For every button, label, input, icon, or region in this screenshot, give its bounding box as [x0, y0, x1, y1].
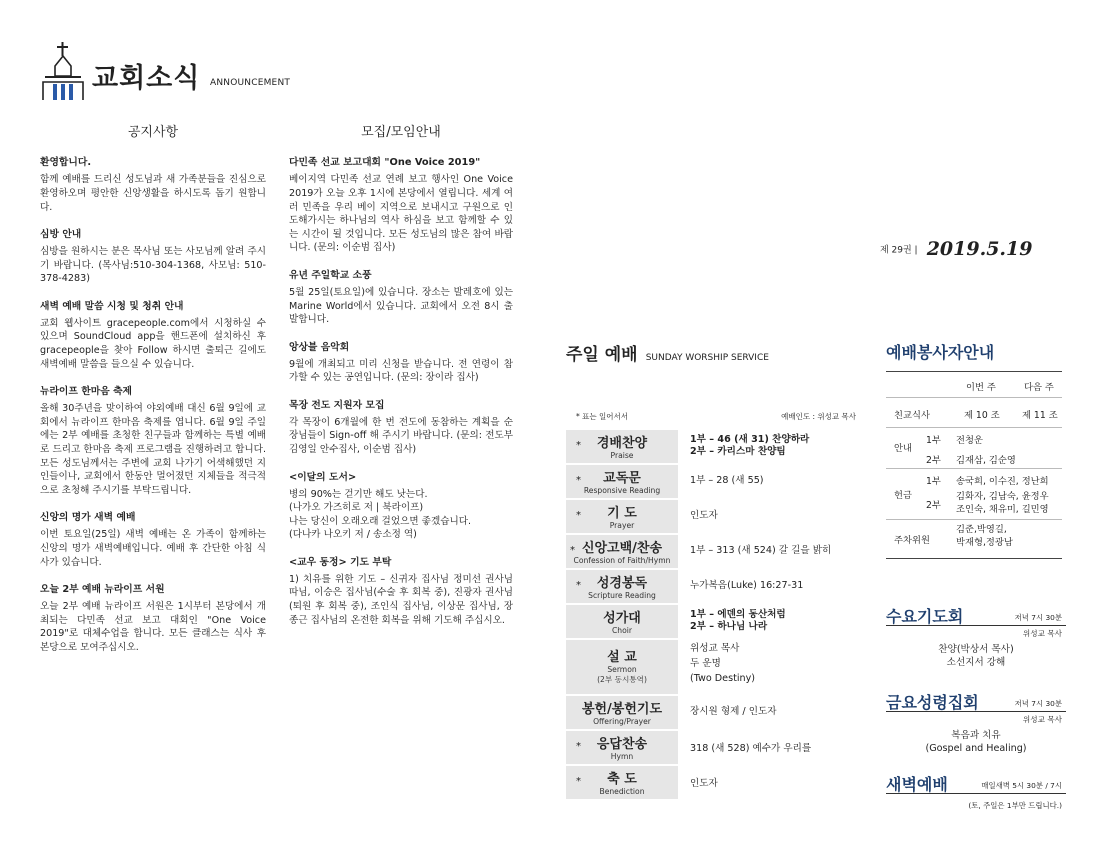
meeting-title: 금요성령집회 [886, 693, 979, 712]
notice-body: 오늘 2부 예배 뉴라이프 서원은 1시부터 본당에서 개최되는 다민족 선교 보고 대회인 "One Voice 2019"로 대체수업을 합니다. 모든 클래스는 식사 후 본당으로 모여주십시오. [40, 601, 266, 653]
page-header [40, 42, 540, 102]
order-name-cell [566, 500, 678, 533]
order-name-cell [566, 640, 678, 694]
notice-title: 새벽 예배 말씀 시청 및 청취 안내 [40, 300, 184, 312]
notice-item [40, 300, 266, 371]
guide-part: 1부 [926, 435, 941, 446]
order-row [566, 695, 866, 730]
worship-leader: 예배인도 : 위성교 목사 [781, 412, 856, 421]
recruit-item [289, 399, 513, 457]
recruit-title: <이달의 도서> [289, 471, 357, 483]
page-title: 교회소식 [92, 63, 201, 94]
order-detail: 누가복음(Luke) 16:27-31 [690, 580, 804, 591]
notice-body: 이번 토요일(25일) 새벽 예배는 온 가족이 함께하는 신앙의 명가 새벽예배입니다. 예배 후 간단한 아침 식사가 있습니다. [40, 529, 266, 568]
meeting-time: 저녁 7시 30분 [1014, 613, 1062, 622]
issue-info [880, 238, 1050, 260]
order-eng: Confession of Faith/Hymn [573, 556, 671, 565]
offering-row [886, 469, 1062, 520]
friday-meeting [886, 690, 1066, 756]
wednesday-prayer [886, 604, 1066, 670]
order-name: 신앙고백/찬송 [581, 541, 663, 556]
order-name: 교독문 [603, 471, 641, 486]
recruit-body: 베이지역 다민족 선교 연례 보고 행사인 One Voice 2019가 오늘 오후 1시에 본당에서 열립니다. 세계 여러 민족을 우리 베이 지역으로 보내시고 구원으로 인도해가시는 하나님의 역사 하심을 보고 함께할 수 있는 시간이 될 것입니다. 모든 성도님의 많은 참여 바랍니다. (문의: 이순범 집사) [289, 174, 513, 254]
stand-marker: * [576, 475, 581, 486]
guide-names: 전청운 [956, 435, 983, 446]
order-name-cell [566, 430, 678, 463]
order-eng: Benediction [599, 787, 645, 796]
meeting-title: 수요기도회 [886, 607, 964, 626]
order-row [566, 429, 866, 464]
page-subtitle: ANNOUNCEMENT [210, 78, 291, 88]
recruit-item [289, 269, 513, 327]
worship-title [566, 340, 866, 365]
service-volunteers [886, 340, 1068, 559]
order-eng: Hymn [610, 752, 634, 761]
meeting-title: 새벽예배 [886, 775, 948, 794]
recruit-title: 앙상블 음악회 [289, 341, 350, 353]
guide-sub [886, 448, 1062, 468]
stand-marker: * [576, 580, 581, 591]
recruit-title: 다민족 선교 보고대회 "One Voice 2019" [289, 157, 481, 169]
fellowship-label: 친교식사 [894, 410, 930, 421]
meeting-head [886, 772, 1066, 794]
notice-title: 심방 안내 [40, 229, 82, 241]
notice-item [40, 583, 266, 654]
dawn-worship [886, 772, 1066, 811]
meeting-time: 매일새벽 5시 30분 / 7시 [981, 781, 1062, 790]
notice-title: 오늘 2부 예배 뉴라이프 서원 [40, 584, 165, 596]
recruit-item [289, 341, 513, 385]
notice-item [40, 156, 266, 214]
offering-part: 2부 [926, 500, 941, 511]
recruit-item [289, 556, 513, 627]
recruit-title: <교우 동정> 기도 부탁 [289, 556, 392, 568]
notice-body: 올해 30주년을 맞이하여 야외예배 대신 6월 9일에 교회에서 뉴라이프 한마음 축제를 엽니다. 6월 9일 주일에는 2부 예배를 초청한 친구들과 함께하는 특별 예배로 드리고 한마음 축제 프로그램을 진행하려고 합니다. 모든 성도님께서는 주변에 교회 나가기 어색해했던 지인들이나, 교회에서 한동안 멀어졌던 지체들을 적극적으로 초청해 주시기를 부탁드립니다. [40, 403, 266, 496]
fellowship-this: 제 10 조 [964, 410, 1000, 421]
order-row [566, 569, 866, 604]
meeting-desc: 찬양(박상서 목사) 소선지서 강해 [938, 644, 1014, 669]
interpretation-note: (2부 동시통역) [597, 675, 647, 684]
order-eng: Sermon [607, 665, 637, 674]
order-row [566, 464, 866, 499]
stand-marker: * [576, 440, 581, 451]
order-list [566, 429, 866, 800]
issue-date: 2019.5.19 [926, 238, 1033, 260]
parking-label: 주차위원 [894, 535, 930, 546]
order-eng: Scripture Reading [588, 591, 656, 600]
order-detail: 인도자 [690, 510, 718, 521]
order-detail: 1부 – 46 (새 31) 찬양하라 2부 – 카리스마 찬양팀 [690, 434, 810, 458]
meeting-leader: 위성교 목사 [1022, 629, 1062, 638]
notice-item [40, 511, 266, 569]
order-name: 기 도 [607, 506, 637, 521]
order-detail: 위성교 목사 두 운명 (Two Destiny) [690, 643, 755, 684]
order-name: 응답찬송 [596, 737, 648, 752]
order-name: 경배찬양 [596, 436, 648, 451]
recruit-item [289, 471, 513, 542]
meeting-note: (토, 주일은 1부만 드립니다.) [968, 801, 1062, 810]
order-eng: Offering/Prayer [593, 717, 651, 726]
order-detail: 1부 – 에덴의 동산처럼 2부 – 하나님 나라 [690, 609, 786, 633]
order-name-cell [566, 731, 678, 764]
order-name-cell [566, 696, 678, 729]
order-detail: 318 (새 528) 예수가 우리를 [690, 743, 812, 754]
service-title: 예배봉사자안내 [886, 343, 995, 362]
order-name: 설 교 [607, 650, 637, 665]
recruit-title: 목장 전도 지원자 모집 [289, 399, 385, 411]
this-week-header: 이번 주 [966, 382, 996, 393]
recruit-body: 각 목장이 6개월에 한 번 전도에 동참하는 계획을 순장님들이 Sign-off 해 주시기 바랍니다. (문의: 전도부 김영일 안수집사, 이순범 집사) [289, 416, 513, 455]
service-table [886, 371, 1062, 559]
notice-item [40, 385, 266, 497]
recruit-body: 병의 90%는 걷기만 해도 낫는다. (나가오 가즈히로 저 | 북라이프) 나는 당신이 오래오래 걸었으면 좋겠습니다. (다나카 나오키 저 / 송소정 역) [289, 488, 472, 541]
next-week-header: 다음 주 [1024, 382, 1054, 393]
order-row [566, 639, 866, 695]
order-eng: Prayer [609, 521, 635, 530]
order-row [566, 604, 866, 639]
meeting-head [886, 604, 1066, 626]
offering-label: 헌금 [894, 490, 912, 501]
offering-names: 송국희, 이수진, 정난희 [956, 476, 1049, 487]
issue-volume: 제 29권 | [880, 245, 918, 256]
recruit-body: 5월 25일(토요일)에 있습니다. 장소는 발레호에 있는 Marine World에서 있습니다. 교회에서 오전 8시 출발합니다. [289, 286, 513, 326]
guide-sub [886, 428, 1062, 448]
order-row [566, 730, 866, 765]
notice-body: 함께 예배를 드리신 성도님과 새 가족분들을 진심으로 환영하오며 평안한 신앙생활을 하시도록 돕기 원합니다. [40, 174, 266, 213]
order-detail: 장시원 형제 / 인도자 [690, 706, 777, 717]
order-eng: Responsive Reading [583, 486, 661, 495]
parking-row [886, 520, 1062, 558]
guide-names: 김재삼, 김순영 [956, 455, 1016, 466]
standing-note: * 표는 일어서서 [576, 412, 628, 421]
guide-part: 2부 [926, 455, 941, 466]
notices-heading: 공지사항 [127, 125, 179, 140]
notice-body: 교회 웹사이트 gracepeople.com에서 시청하실 수 있으며 SoundCloud app을 핸드폰에 설치하신 후 gracepeople을 찾아 Follow 하시면 출퇴근 길에도 새벽예배 말씀을 들으실 수 있습니다. [40, 317, 266, 370]
worship-meta [566, 411, 866, 425]
offering-sub [886, 489, 1062, 519]
meeting-time: 저녁 7시 30분 [1014, 699, 1062, 708]
notice-body: 심방을 원하시는 분은 목사님 또는 사모님께 알려 주시기 바랍니다. (목사님:510-304-1368, 사모님: 510-378-4283) [40, 246, 266, 285]
service-header-row [886, 372, 1062, 398]
parking-names: 김준,박영길, 박재형,정광남 [956, 524, 1013, 548]
notice-title: 환영합니다. [40, 157, 92, 169]
offering-sub [886, 469, 1062, 489]
meeting-leader: 위성교 목사 [1022, 715, 1062, 724]
order-name-cell [566, 465, 678, 498]
recruit-item [289, 156, 513, 255]
worship-title-en: SUNDAY WORSHIP SERVICE [645, 353, 769, 363]
worship-order [566, 340, 866, 800]
order-name: 봉헌/봉헌기도 [581, 702, 663, 717]
guide-row [886, 428, 1062, 469]
order-name-cell [566, 570, 678, 603]
recruit-column [289, 124, 513, 641]
recruit-body: 1) 치유를 위한 기도 – 신귀자 집사님 정미선 권사님 따님, 이승은 집사님(수술 후 회복 중), 진광자 권사님(퇴원 후 회복 중), 조인식 집사님, 이상문 집사님, 장종근 집사님의 온전한 회복을 위해 기도해 주십시오. [289, 573, 513, 626]
order-name: 성경봉독 [596, 576, 648, 591]
church-icon [40, 42, 86, 100]
fellowship-next: 제 11 조 [1022, 410, 1058, 421]
order-row [566, 765, 866, 800]
order-name-cell [566, 766, 678, 799]
notices-column [40, 124, 266, 669]
order-row [566, 499, 866, 534]
order-name: 성가대 [603, 611, 641, 626]
offering-names: 김화자, 김남숙, 윤정우 조인숙, 채유미, 길민영 [956, 491, 1049, 515]
guide-label: 안내 [894, 443, 912, 454]
notice-item [40, 228, 266, 286]
meeting-desc: 복음과 치유 (Gospel and Healing) [925, 730, 1027, 755]
recruit-heading: 모집/모임안내 [361, 125, 441, 140]
order-name-cell [566, 605, 678, 638]
order-row [566, 534, 866, 569]
offering-part: 1부 [926, 476, 941, 487]
stand-marker: * [576, 741, 581, 752]
order-detail: 1부 – 28 (새 55) [690, 475, 764, 486]
fellowship-row [886, 398, 1062, 428]
order-name: 축 도 [607, 772, 637, 787]
order-name-cell [566, 535, 678, 568]
order-detail: 1부 – 313 (새 524) 갈 길을 밝히 [690, 545, 832, 556]
recruit-body: 9월에 개최되고 미리 신청을 받습니다. 전 연령이 참가할 수 있는 공연입니다. (문의: 장이라 집사) [289, 358, 513, 384]
notice-title: 신앙의 명가 새벽 예배 [40, 512, 136, 524]
order-eng: Praise [610, 451, 634, 460]
meeting-head [886, 690, 1066, 712]
recruit-title: 유년 주일학교 소풍 [289, 270, 372, 282]
order-eng: Choir [612, 626, 632, 635]
stand-marker: * [576, 510, 581, 521]
worship-title-ko: 주일 예배 [566, 345, 638, 365]
stand-marker: * [570, 545, 575, 556]
notice-title: 뉴라이프 한마음 축제 [40, 386, 132, 398]
order-detail: 인도자 [690, 778, 718, 789]
stand-marker: * [576, 776, 581, 787]
